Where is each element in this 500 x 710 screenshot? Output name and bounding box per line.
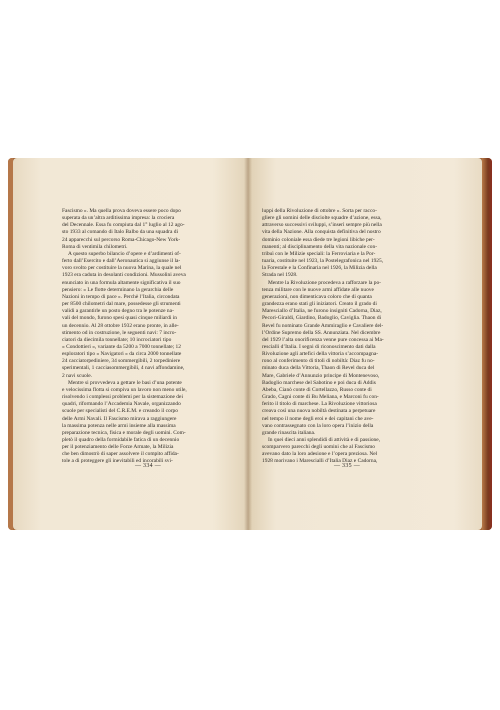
text-line: Mentre si provvedeva a gettare le basi d’una potente [68, 379, 182, 386]
text-line: Nazioni in tempo di pace ». Perchè l’Italia, circondata [62, 293, 180, 300]
text-line: Revel fu nominato Grande Ammiraglio e Cavaliere del- [262, 322, 384, 329]
text-line: avevano dato la loro adesione e l’opera preziosa. Nel [262, 451, 378, 458]
text-line: manenti; al disciplinamento della vita nazionale con- [262, 243, 378, 250]
text-line: attraverso successivi sviluppi, s’inserì sempre più nella [262, 222, 382, 229]
text-line: scuole per specialisti del C.R.E.M. e creando il corpo [62, 408, 178, 415]
text-line: risolvendo i complessi problemi per la sistemazione dei [62, 394, 183, 401]
text-line: Pecori-Giraldi, Giardino, Badoglio, Caviglia. Thaon di [262, 315, 382, 322]
text-line: esploratori tipo « Navigatori » da circa 2000 tonnellate [62, 351, 182, 358]
text-line: sto 1933 al comando di Italo Balbo da una squadra di [62, 229, 178, 236]
text-line: 1928 morivano i Marescialli d’Italia Diaz e Cadorna, [262, 458, 378, 465]
text-line: la massima potenza nelle armi insieme alla massima [62, 422, 176, 429]
text-line: minato duca della Vittoria, Thaon di Revel duca del [262, 365, 375, 372]
text-line: stimento od in costruzione, le seguenti navi: 7 incro- [62, 329, 177, 336]
text-line: scomparvero parecchi degli uomini che al Fascismo [262, 444, 375, 451]
text-line: sperimentali, 1 cacciasommergibili, 4 navi affondamine, [62, 365, 185, 372]
text-line: Roma di ventimila chilometri. [62, 243, 128, 250]
text-line: Badoglio marchese del Sabotino e poi duca di Addis [262, 379, 376, 386]
text-line: Grado, Cagni conte di Bu Meliana, e Marconi fu con- [262, 394, 379, 401]
text-line: Fascismo ». Ma quella prova doveva essere poco dopo [62, 208, 181, 214]
text-line: Mare, Gabriele d’Annunzio principe di Montenevoso, [262, 372, 380, 379]
text-line: ciatori da diecimila tonnellate; 10 incrociatori tipo [62, 336, 172, 343]
right-page-text [262, 208, 438, 466]
text-line: In quei dieci anni splendidi di attività e di passione, [268, 437, 381, 443]
text-line: A questo superbo bilancio d’opere e d’ardimenti of- [68, 250, 181, 257]
left-page-text [62, 208, 238, 466]
text-line: rono al conferimento di titoli di nobiltà: Diaz fu no- [262, 358, 375, 365]
text-line: gliere gli uomini delle disciolte squadre d’azione, essa, [262, 215, 382, 222]
text-line: pletò il quadro della formidabile fatica di un decennio [62, 437, 180, 443]
text-line: Mentre la Rivoluzione procedeva a rafforzare la po- [268, 279, 381, 286]
text-line: dominio coloniale essa diede tre legioni libiche per- [262, 236, 375, 243]
text-line: ferito il titolo di marchese. La Rivoluzione vittoriosa [262, 401, 377, 408]
text-line: creava così una nuova nobiltà destinata a perpetuare [262, 408, 376, 415]
text-line: tole a di proteggere gli inevitabili ed incorabili svi- [62, 458, 173, 465]
page-number-right: — 335 — [333, 463, 361, 469]
text-line: tribuì con le Milizie speciali: la Ferroviaria e la Por- [262, 250, 376, 257]
text-line: vali del mondo, furono spesi quasi cinque miliardi in [62, 315, 177, 322]
text-line: Abeba, Cianò conte di Cortellazzo, Russo conte di [262, 386, 372, 393]
text-line: pensiero: « Le flotte determinano la gerarchia delle [62, 286, 174, 293]
text-line: vano contrassegnato con la loro opera l’inizio della [262, 422, 374, 429]
text-line: rescialli d’Italia. I segni di riconoscimento dati dalla [262, 343, 376, 350]
text-line: Rivoluzione agli artefici della vittoria s’accompagna- [262, 351, 379, 358]
text-line: superata da un’altra arditissima impresa: la crociera [62, 215, 175, 222]
text-line: luppi della Rivoluzione di ottobre ». Sorta per racco- [262, 208, 377, 214]
text-line: nel tempo il nome degli eroi e dei capitani che ave- [262, 415, 374, 422]
text-line: 1923 era caduta in desolanti condizioni. Mussolini aveva [62, 272, 186, 279]
text-line: preparazione tecnica, fisica e morale degli uomini. Com- [62, 429, 186, 436]
text-line: « Condottieri », variante da 5200 a 7000 tonnellate; 12 [62, 343, 181, 350]
text-line: enunciato in una formula altamente significativa il suo [62, 279, 181, 286]
text-line: generazioni, non dimenticava coloro che di quanta [262, 293, 372, 300]
text-line: tenza militare con le nuove armi affidate alle nuove [262, 286, 374, 293]
text-line: Strada nel 1928. [262, 272, 298, 279]
text-line: voro svolto per costituire la nuova Marina, la quale nel [62, 265, 182, 272]
text-line: grandezza erano stati gli iniziatori. Creato il grado di [262, 301, 377, 308]
text-line: 24 cacciatorpediniere, 34 sommergibili, 2 torpediniere [62, 358, 181, 365]
text-line: 2 navi scuole. [62, 372, 93, 379]
text-line: ferto dall’Esercito e dall’Aeronautica si aggiunse il la- [62, 258, 181, 265]
text-line: e velocissima flotta si compiva un lavoro non meno utile, [62, 386, 187, 393]
text-line: grande rinascita italiana. [262, 429, 316, 436]
text-line: un decennio. Al 28 ottobre 1932 erano pronte, in alle- [62, 322, 179, 329]
page-number-left: — 334 — [134, 463, 162, 469]
text-line: Maresciallo d’Italia, ne furono insigniti Cadorna, Diaz, [262, 308, 382, 315]
text-line: per il potenziamento delle Forze Armate, la Milizia [62, 444, 174, 451]
text-line: che ben dimostrò di saper assolvere il compito affida- [62, 451, 179, 458]
text-line: delle Armi Navali. Il Fascismo mirava a raggiungere [62, 415, 177, 422]
text-line: tuaria, costituite nel 1923, la Postelegrafonica nel 1925, [262, 258, 384, 265]
text-line: la Forestale e la Confinaria nel 1926, la Milizia della [262, 265, 377, 272]
text-line: 24 apparecchi sul percorso Roma-Chicago-New York- [62, 236, 181, 243]
text-line: vita della Nazione. Alla conquista definitiva del nostro [262, 229, 381, 236]
text-line: validi a garantirle un posto degno tra le potenze na- [62, 308, 174, 315]
text-line: l’Ordine Supremo della SS. Annunziata. Nel dicembre [262, 329, 381, 336]
text-line: del 1929 l’alta onorificenza venne pure concessa ai Ma- [262, 336, 384, 343]
text-line: del Decennale. Essa fu compiuta dal 1° luglio al 12 ago- [62, 222, 185, 229]
text-line: per 8500 chilometri dal mare, possedesse gli strumenti [62, 301, 181, 308]
text-line: quadri, riformando l’Accademia Navale, organizzando [62, 401, 181, 408]
